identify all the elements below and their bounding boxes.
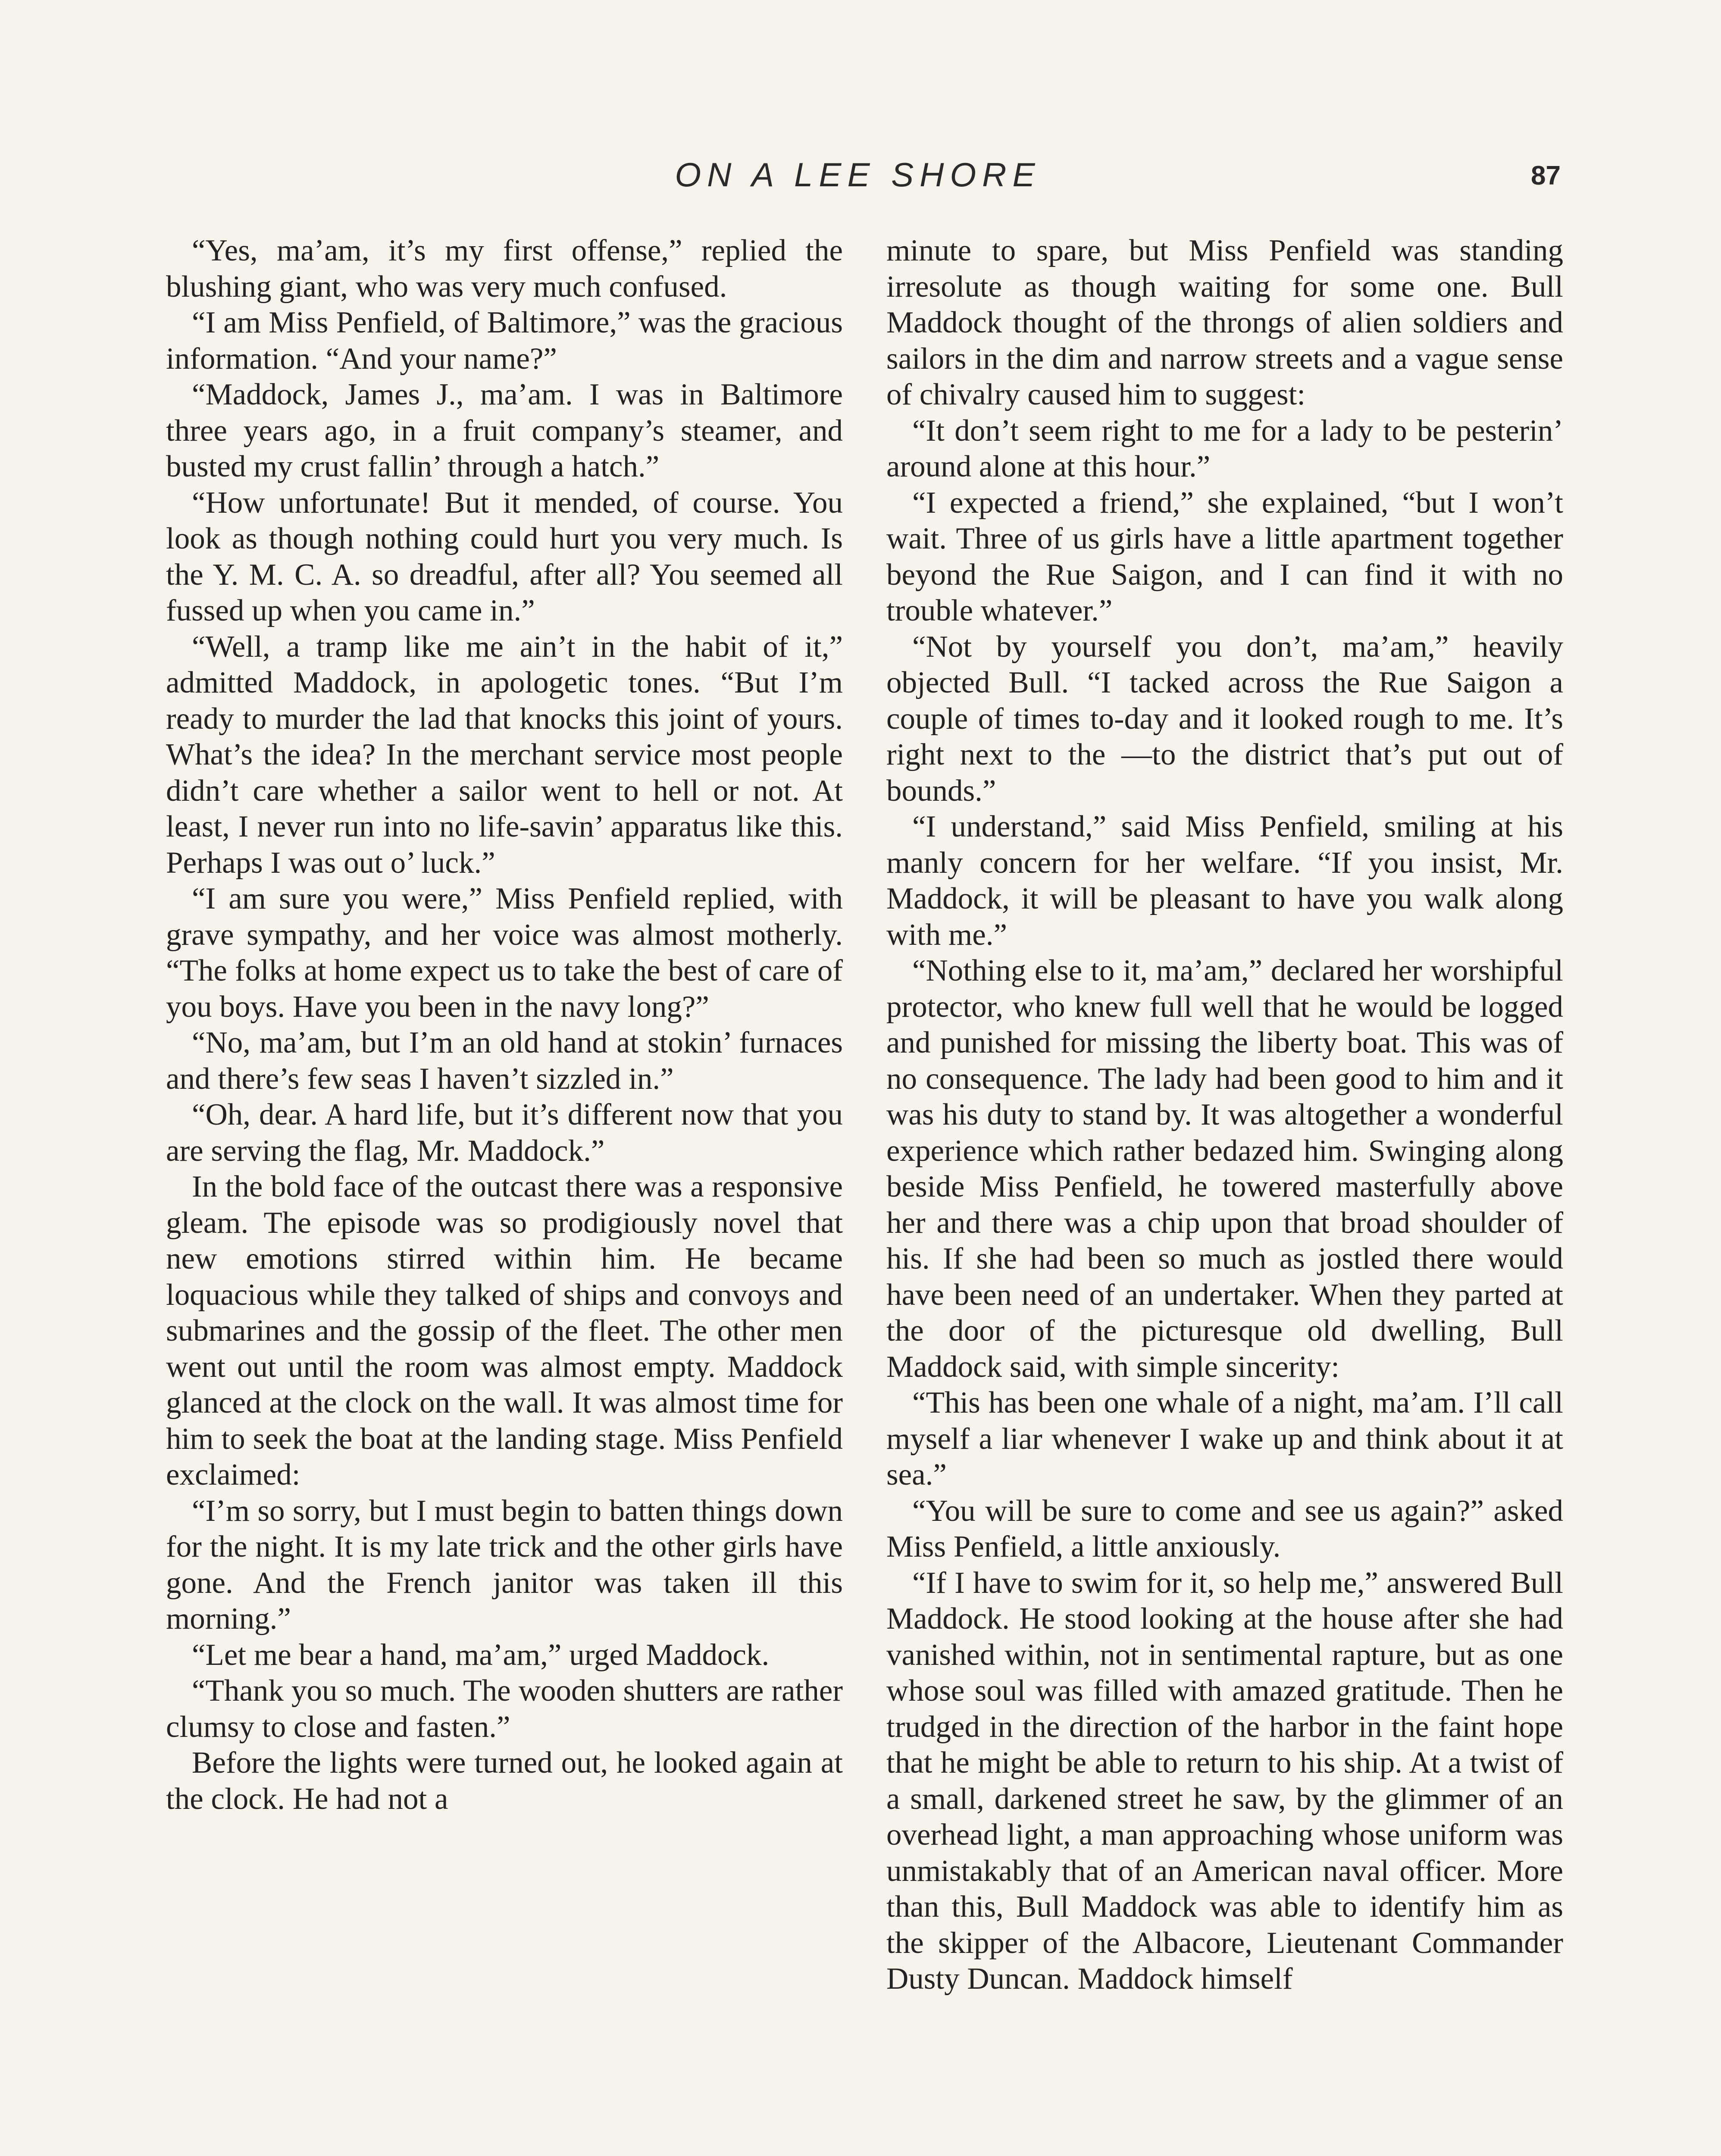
paragraph: “I am sure you were,” Miss Penfield replied, with grave sympathy, and her voice was almost motherly. “The folks at home expect us to take the best of care of you boys. Have you been in the navy long?” (166, 882, 843, 1024)
paragraph: “I’m so sorry, but I must begin to batten things down for the night. It is my late trick and the other girls have gone. And the French janitor was taken ill this morning.” (166, 1494, 843, 1636)
paragraph: “I am Miss Penfield, of Baltimore,” was the gracious information. “And your name?” (166, 306, 843, 376)
paragraph: “Well, a tramp like me ain’t in the habit of it,” admitted Maddock, in apologetic tones. “But I’m ready to murder the lad that knocks this joint of yours. What’s the idea? In the merchant service most people didn’t care whether a sailor went to hell or not. At least, I never run into no life-savin’ apparatus like this. Perhaps I was out o’ luck.” (166, 630, 843, 880)
paragraph: “You will be sure to come and see us again?” asked Miss Penfield, a little anxiously. (886, 1494, 1563, 1564)
paragraph: “Nothing else to it, ma’am,” declared her worshipful protector, who knew full well that he would be logged and punished for missing the liberty boat. This was of no consequence. The lady had been good to him and it was his duty to stand by. It was altogether a wonderful experience which rather bedazed him. Swinging along beside Miss Penfield, he towered masterfully above her and there was a chip upon that broad shoulder of his. If she had been so much as jostled there would have been need of an undertaker. When they parted at the door of the picturesque old dwelling, Bull Maddock said, with simple sincerity: (886, 954, 1563, 1384)
paragraph: “Yes, ma’am, it’s my first offense,” replied the blushing giant, who was very much confused. (166, 234, 843, 304)
left-column (166, 233, 843, 1817)
right-column (886, 233, 1563, 1997)
paragraph: Before the lights were turned out, he looked again at the clock. He had not a (166, 1746, 843, 1816)
paragraph: minute to spare, but Miss Penfield was standing irresolute as though waiting for some one. Bull Maddock thought of the throngs of alien soldiers and sailors in the dim and narrow streets and a vague sense of chivalry caused him to suggest: (886, 234, 1563, 411)
paragraph: In the bold face of the outcast there was a responsive gleam. The episode was so prodigiously novel that new emotions stirred within him. He became loquacious while they talked of ships and convoys and submarines and the gossip of the fleet. The other men went out until the room was almost empty. Maddock glanced at the clock on the wall. It was almost time for him to seek the boat at the landing stage. Miss Penfield exclaimed: (166, 1170, 843, 1492)
running-title: ON A LEE SHORE (675, 156, 1041, 194)
paragraph: “Oh, dear. A hard life, but it’s different now that you are serving the flag, Mr. Maddock.” (166, 1098, 843, 1168)
paragraph: “This has been one whale of a night, ma’am. I’ll call myself a liar whenever I wake up and think about it at sea.” (886, 1386, 1563, 1492)
page-header (0, 155, 1721, 207)
paragraph: “Not by yourself you don’t, ma’am,” heavily objected Bull. “I tacked across the Rue Saigon a couple of times to-day and it looked rough to me. It’s right next to the —to the district that’s put out of bounds.” (886, 630, 1563, 808)
paragraph: “How unfortunate! But it mended, of course. You look as though nothing could hurt you very much. Is the Y. M. C. A. so dreadful, after all? You seemed all fussed up when you came in.” (166, 486, 843, 627)
paragraph: “If I have to swim for it, so help me,” answered Bull Maddock. He stood looking at the house after she had vanished within, not in sentimental rapture, but as one whose soul was filled with amazed gratitude. Then he trudged in the direction of the harbor in the faint hope that he might be able to return to his ship. At a twist of a small, darkened street he saw, by the glimmer of an overhead light, a man approaching whose uniform was unmistakably that of an American naval officer. More than this, Bull Maddock was able to identify him as the skipper of the Albacore, Lieutenant Commander Dusty Duncan. Maddock himself (886, 1566, 1563, 1996)
paragraph: “I understand,” said Miss Penfield, smiling at his manly concern for her welfare. “If you insist, Mr. Maddock, it will be pleasant to have you walk along with me.” (886, 810, 1563, 952)
paragraph: “Let me bear a hand, ma’am,” urged Maddock. (192, 1638, 770, 1672)
page-number: 87 (1531, 161, 1561, 191)
paragraph: “It don’t seem right to me for a lady to be pesterin’ around alone at this hour.” (886, 414, 1563, 483)
paragraph: “I expected a friend,” she explained, “but I won’t wait. Three of us girls have a little apartment together beyond the Rue Saigon, and I can find it with no trouble whatever.” (886, 486, 1563, 627)
paragraph: “Thank you so much. The wooden shutters are rather clumsy to close and fasten.” (166, 1674, 843, 1744)
paragraph: “Maddock, James J., ma’am. I was in Baltimore three years ago, in a fruit company’s steamer, and busted my crust fallin’ through a hatch.” (166, 378, 843, 483)
paragraph: “No, ma’am, but I’m an old hand at stokin’ furnaces and there’s few seas I haven’t sizzled in.” (166, 1026, 843, 1096)
